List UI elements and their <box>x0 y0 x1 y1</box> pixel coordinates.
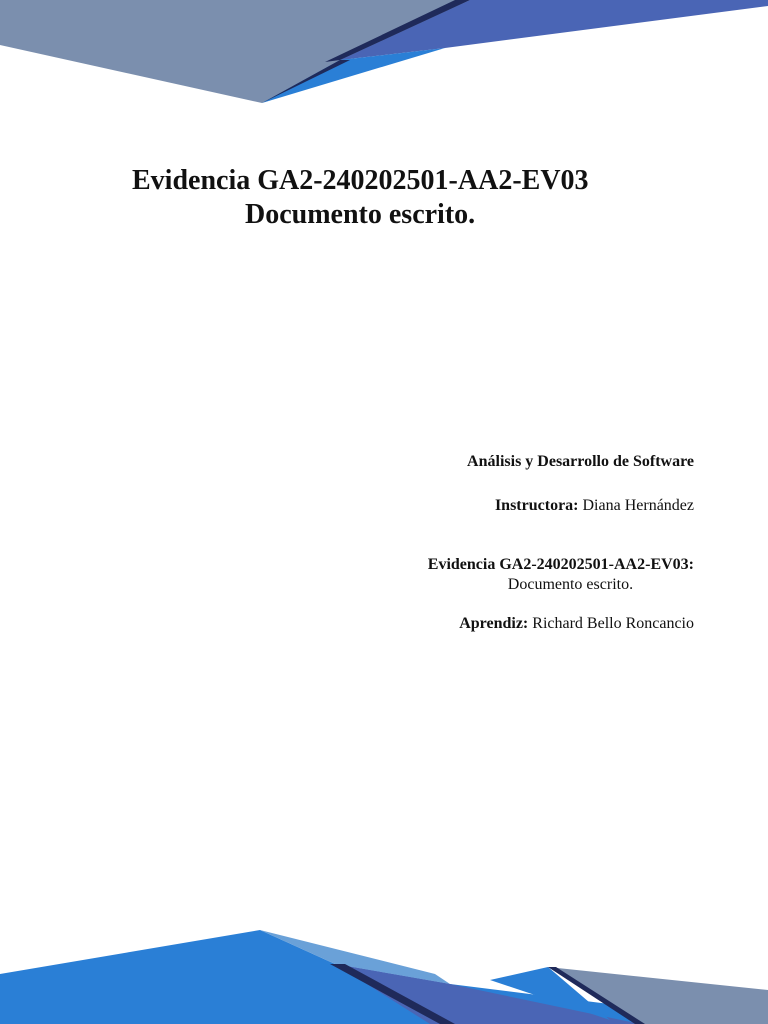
evidence-line <box>427 555 694 593</box>
header-decoration <box>0 0 768 110</box>
apprentice-label: Aprendiz: <box>459 615 529 632</box>
apprentice-name: Richard Bello Roncancio <box>532 615 694 632</box>
evidence-label: Evidencia GA2-240202501-AA2-EV03: <box>427 556 694 573</box>
instructor-name: Diana Hernández <box>582 497 694 514</box>
document-title: Evidencia GA2-240202501-AA2-EV03 <box>132 165 589 196</box>
footer-decoration <box>0 920 768 1024</box>
program-name: Análisis y Desarrollo de Software <box>467 453 694 470</box>
instructor-label: Instructora: <box>494 497 579 514</box>
document-subtitle: Documento escrito. <box>245 199 476 230</box>
instructor-line <box>495 496 694 516</box>
apprentice-line <box>459 614 694 634</box>
evidence-subtitle: Documento escrito. <box>507 576 634 593</box>
